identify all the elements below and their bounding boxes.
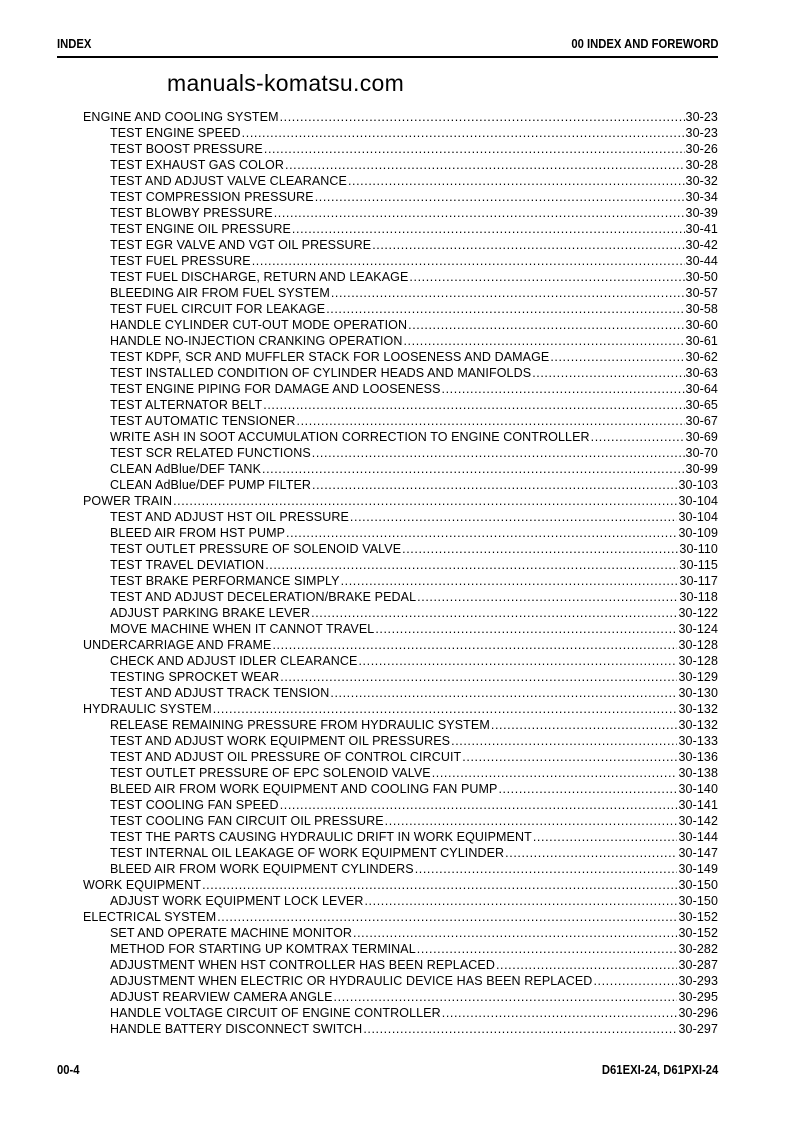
- toc-entry[interactable]: [83, 717, 718, 733]
- toc-entry-title: TEST COOLING FAN CIRCUIT OIL PRESSURE: [110, 814, 384, 828]
- toc-entry[interactable]: [83, 621, 718, 637]
- dot-leader: [311, 605, 677, 621]
- toc-entry-page: 30-150: [678, 878, 718, 892]
- dot-leader: [330, 685, 677, 701]
- toc-entry-title: WORK EQUIPMENT: [83, 878, 202, 892]
- toc-entry-page: 30-296: [678, 1006, 718, 1020]
- dot-leader: [334, 989, 678, 1005]
- toc-entry-title: POWER TRAIN: [83, 494, 173, 508]
- toc-entry-title: TEST FUEL DISCHARGE, RETURN AND LEAKAGE: [110, 270, 409, 284]
- toc-entry-page: 30-70: [685, 446, 718, 460]
- toc-entry-page: 30-124: [678, 622, 718, 636]
- toc-entry-page: 30-297: [678, 1022, 718, 1036]
- toc-entry-title: RELEASE REMAINING PRESSURE FROM HYDRAULIC SYSTEM: [110, 718, 490, 732]
- toc-entry[interactable]: [83, 669, 718, 685]
- toc-entry-page: 30-140: [678, 782, 718, 796]
- toc-entry[interactable]: [83, 733, 718, 749]
- dot-leader: [451, 733, 677, 749]
- toc-section[interactable]: [83, 909, 718, 925]
- toc-entry-page: 30-150: [678, 894, 718, 908]
- toc-entry-page: 30-64: [685, 382, 718, 396]
- toc-entry[interactable]: [83, 157, 718, 173]
- toc-entry[interactable]: [83, 317, 718, 333]
- dot-leader: [274, 205, 685, 221]
- toc-entry-title: TEST AND ADJUST DECELERATION/BRAKE PEDAL: [110, 590, 417, 604]
- toc-entry[interactable]: [83, 685, 718, 701]
- toc-entry-title: TEST AUTOMATIC TENSIONER: [110, 414, 296, 428]
- toc-entry[interactable]: [83, 557, 718, 573]
- toc-entry-title: BLEED AIR FROM WORK EQUIPMENT AND COOLING FAN PUMP: [110, 782, 498, 796]
- toc-entry-title: MOVE MACHINE WHEN IT CANNOT TRAVEL: [110, 622, 375, 636]
- dot-leader: [432, 765, 678, 781]
- toc-entry-title: TEST AND ADJUST HST OIL PRESSURE: [110, 510, 349, 524]
- dot-leader: [363, 1021, 677, 1037]
- dot-leader: [403, 333, 684, 349]
- toc-entry-title: TEST AND ADJUST OIL PRESSURE OF CONTROL CIRCUIT: [110, 750, 462, 764]
- toc-entry-page: 30-62: [685, 350, 718, 364]
- toc-entry-page: 30-293: [678, 974, 718, 988]
- dot-leader: [312, 445, 685, 461]
- toc-entry-page: 30-128: [678, 654, 718, 668]
- dot-leader: [533, 829, 678, 845]
- toc-entry-page: 30-129: [678, 670, 718, 684]
- toc-section[interactable]: [83, 493, 718, 509]
- toc-entry-title: TESTING SPROCKET WEAR: [110, 670, 280, 684]
- toc-entry-title: TEST ENGINE SPEED: [110, 126, 241, 140]
- toc-entry-page: 30-23: [685, 110, 718, 124]
- dot-leader: [242, 125, 685, 141]
- toc-entry-title: TEST COMPRESSION PRESSURE: [110, 190, 314, 204]
- dot-leader: [491, 717, 678, 733]
- toc-entry[interactable]: [83, 781, 718, 797]
- toc-entry[interactable]: [83, 573, 718, 589]
- toc-entry-title: TEST INTERNAL OIL LEAKAGE OF WORK EQUIPMENT CYLINDER: [110, 846, 505, 860]
- toc-entry[interactable]: [83, 365, 718, 381]
- dot-leader: [262, 461, 685, 477]
- dot-leader: [252, 253, 685, 269]
- dot-leader: [272, 637, 677, 653]
- dot-leader: [353, 925, 677, 941]
- toc-entry-title: TEST ENGINE OIL PRESSURE: [110, 222, 291, 236]
- toc-entry-page: 30-103: [678, 478, 718, 492]
- toc-entry[interactable]: [83, 589, 718, 605]
- toc-entry-title: TEST EXHAUST GAS COLOR: [110, 158, 285, 172]
- toc-entry-title: ADJUST PARKING BRAKE LEVER: [110, 606, 311, 620]
- dot-leader: [286, 525, 677, 541]
- toc-entry-title: HANDLE CYLINDER CUT-OUT MODE OPERATION: [110, 318, 408, 332]
- toc-entry-title: TEST INSTALLED CONDITION OF CYLINDER HEADS AND MANIFOLDS: [110, 366, 532, 380]
- dot-leader: [264, 141, 685, 157]
- toc-entry[interactable]: [83, 221, 718, 237]
- toc-entry-page: 30-23: [685, 126, 718, 140]
- dot-leader: [532, 365, 684, 381]
- toc-entry-title: TEST AND ADJUST WORK EQUIPMENT OIL PRESSURES: [110, 734, 451, 748]
- toc-entry-page: 30-128: [678, 638, 718, 652]
- toc-section[interactable]: [83, 701, 718, 717]
- toc-entry-page: 30-69: [685, 430, 718, 444]
- dot-leader: [415, 861, 678, 877]
- dot-leader: [496, 957, 678, 973]
- toc-entry-page: 30-58: [685, 302, 718, 316]
- toc-entry-title: TEST BOOST PRESSURE: [110, 142, 263, 156]
- toc-entry[interactable]: [83, 477, 718, 493]
- toc-entry-title: TEST OUTLET PRESSURE OF SOLENOID VALVE: [110, 542, 402, 556]
- toc-entry[interactable]: [83, 237, 718, 253]
- toc-entry[interactable]: [83, 445, 718, 461]
- toc-entry-page: 30-110: [679, 542, 718, 556]
- model-number: D61EXI-24, D61PXI-24: [601, 1063, 718, 1077]
- dot-leader: [265, 557, 678, 573]
- toc-entry-title: TEST THE PARTS CAUSING HYDRAULIC DRIFT IN WORK EQUIPMENT: [110, 830, 532, 844]
- toc-entry-title: CLEAN AdBlue/DEF PUMP FILTER: [110, 478, 312, 492]
- toc-entry-title: UNDERCARRIAGE AND FRAME: [83, 638, 272, 652]
- toc-entry[interactable]: [83, 125, 718, 141]
- toc-entry-page: 30-122: [678, 606, 718, 620]
- toc-entry-page: 30-132: [678, 702, 718, 716]
- toc-entry-title: BLEEDING AIR FROM FUEL SYSTEM: [110, 286, 330, 300]
- toc-entry-page: 30-99: [685, 462, 718, 476]
- toc-entry-title: BLEED AIR FROM HST PUMP: [110, 526, 286, 540]
- toc-entry[interactable]: [83, 413, 718, 429]
- toc-entry[interactable]: [83, 653, 718, 669]
- toc-entry[interactable]: [83, 1021, 718, 1037]
- toc-entry-title: TEST FUEL CIRCUIT FOR LEAKAGE: [110, 302, 326, 316]
- toc-entry[interactable]: [83, 525, 718, 541]
- toc-entry[interactable]: [83, 941, 718, 957]
- toc-entry-title: TEST EGR VALVE AND VGT OIL PRESSURE: [110, 238, 372, 252]
- toc-entry-title: WRITE ASH IN SOOT ACCUMULATION CORRECTION TO ENGINE CONTROLLER: [110, 430, 590, 444]
- toc-entry[interactable]: [83, 957, 718, 973]
- toc-entry-title: TEST BLOWBY PRESSURE: [110, 206, 273, 220]
- toc-entry-page: 30-104: [678, 510, 718, 524]
- dot-leader: [409, 269, 684, 285]
- toc-section[interactable]: [83, 109, 718, 125]
- dot-leader: [280, 109, 685, 125]
- toc-entry[interactable]: [83, 509, 718, 525]
- toc-entry[interactable]: [83, 253, 718, 269]
- toc-entry-page: 30-44: [685, 254, 718, 268]
- dot-leader: [408, 317, 684, 333]
- toc-entry-page: 30-115: [679, 558, 718, 572]
- toc-entry[interactable]: [83, 301, 718, 317]
- toc-entry-page: 30-132: [678, 718, 718, 732]
- toc-entry[interactable]: [83, 893, 718, 909]
- toc-entry-title: TEST ENGINE PIPING FOR DAMAGE AND LOOSENESS: [110, 382, 441, 396]
- toc-entry-title: METHOD FOR STARTING UP KOMTRAX TERMINAL: [110, 942, 416, 956]
- toc-entry-page: 30-63: [685, 366, 718, 380]
- table-of-contents: [83, 109, 718, 1037]
- toc-entry-page: 30-152: [678, 926, 718, 940]
- toc-entry[interactable]: [83, 925, 718, 941]
- dot-leader: [402, 541, 678, 557]
- toc-entry-title: TEST AND ADJUST TRACK TENSION: [110, 686, 330, 700]
- toc-entry[interactable]: [83, 189, 718, 205]
- dot-leader: [285, 157, 685, 173]
- header-rule: [57, 56, 718, 58]
- toc-entry-title: TEST SCR RELATED FUNCTIONS: [110, 446, 311, 460]
- toc-entry-page: 30-34: [685, 190, 718, 204]
- toc-section[interactable]: [83, 877, 718, 893]
- dot-leader: [372, 237, 684, 253]
- toc-entry-page: 30-41: [685, 222, 718, 236]
- toc-entry[interactable]: [83, 141, 718, 157]
- toc-entry[interactable]: [83, 285, 718, 301]
- toc-entry-page: 30-60: [685, 318, 718, 332]
- toc-entry-title: ADJUST REARVIEW CAMERA ANGLE: [110, 990, 333, 1004]
- dot-leader: [375, 621, 677, 637]
- toc-entry-title: ENGINE AND COOLING SYSTEM: [83, 110, 279, 124]
- toc-entry[interactable]: [83, 173, 718, 189]
- toc-entry-page: 30-61: [685, 334, 718, 348]
- toc-entry[interactable]: [83, 269, 718, 285]
- toc-entry[interactable]: [83, 349, 718, 365]
- toc-entry-title: TEST AND ADJUST VALVE CLEARANCE: [110, 174, 347, 188]
- toc-entry[interactable]: [83, 381, 718, 397]
- toc-entry[interactable]: [83, 1005, 718, 1021]
- toc-entry-title: TEST COOLING FAN SPEED: [110, 798, 279, 812]
- toc-entry[interactable]: [83, 813, 718, 829]
- dot-leader: [442, 381, 685, 397]
- toc-entry-page: 30-144: [678, 830, 718, 844]
- toc-entry-title: BLEED AIR FROM WORK EQUIPMENT CYLINDERS: [110, 862, 414, 876]
- toc-entry-page: 30-57: [685, 286, 718, 300]
- toc-entry[interactable]: [83, 605, 718, 621]
- dot-leader: [350, 509, 678, 525]
- toc-entry-page: 30-295: [678, 990, 718, 1004]
- dot-leader: [280, 797, 678, 813]
- toc-entry[interactable]: [83, 845, 718, 861]
- toc-entry-page: 30-117: [679, 574, 718, 588]
- dot-leader: [550, 349, 684, 365]
- toc-entry-title: SET AND OPERATE MACHINE MONITOR: [110, 926, 353, 940]
- toc-entry-title: TEST TRAVEL DEVIATION: [110, 558, 265, 572]
- toc-entry-page: 30-104: [678, 494, 718, 508]
- toc-entry-title: TEST ALTERNATOR BELT: [110, 398, 263, 412]
- dot-leader: [331, 285, 685, 301]
- toc-entry-page: 30-152: [678, 910, 718, 924]
- toc-entry-page: 30-67: [685, 414, 718, 428]
- toc-entry-page: 30-282: [678, 942, 718, 956]
- toc-entry-title: CHECK AND ADJUST IDLER CLEARANCE: [110, 654, 358, 668]
- toc-entry[interactable]: [83, 205, 718, 221]
- toc-entry-title: HYDRAULIC SYSTEM: [83, 702, 212, 716]
- toc-entry[interactable]: [83, 989, 718, 1005]
- dot-leader: [315, 189, 685, 205]
- dot-leader: [417, 589, 678, 605]
- toc-entry-page: 30-28: [685, 158, 718, 172]
- dot-leader: [442, 1005, 678, 1021]
- dot-leader: [213, 701, 678, 717]
- toc-entry-page: 30-109: [678, 526, 718, 540]
- toc-entry-page: 30-136: [678, 750, 718, 764]
- dot-leader: [341, 573, 679, 589]
- toc-entry-title: ADJUSTMENT WHEN HST CONTROLLER HAS BEEN REPLACED: [110, 958, 495, 972]
- dot-leader: [217, 909, 677, 925]
- dot-leader: [462, 749, 677, 765]
- toc-entry-page: 30-287: [678, 958, 718, 972]
- dot-leader: [263, 397, 684, 413]
- toc-entry[interactable]: [83, 765, 718, 781]
- dot-leader: [505, 845, 677, 861]
- dot-leader: [591, 429, 685, 445]
- toc-entry[interactable]: [83, 541, 718, 557]
- toc-entry-page: 30-130: [678, 686, 718, 700]
- toc-entry-title: HANDLE BATTERY DISCONNECT SWITCH: [110, 1022, 363, 1036]
- dot-leader: [417, 941, 678, 957]
- dot-leader: [364, 893, 677, 909]
- toc-entry-page: 30-142: [678, 814, 718, 828]
- dot-leader: [173, 493, 677, 509]
- toc-entry-title: TEST BRAKE PERFORMANCE SIMPLY: [110, 574, 340, 588]
- toc-entry-page: 30-32: [685, 174, 718, 188]
- toc-entry-title: ADJUST WORK EQUIPMENT LOCK LEVER: [110, 894, 364, 908]
- toc-entry[interactable]: [83, 749, 718, 765]
- toc-entry[interactable]: [83, 797, 718, 813]
- toc-entry-title: ELECTRICAL SYSTEM: [83, 910, 217, 924]
- toc-entry-page: 30-26: [685, 142, 718, 156]
- dot-leader: [297, 413, 685, 429]
- watermark: manuals-komatsu.com: [167, 70, 405, 96]
- toc-entry-title: TEST OUTLET PRESSURE OF EPC SOLENOID VALVE: [110, 766, 431, 780]
- toc-entry-title: HANDLE NO-INJECTION CRANKING OPERATION: [110, 334, 403, 348]
- toc-entry-title: TEST FUEL PRESSURE: [110, 254, 251, 268]
- dot-leader: [280, 669, 677, 685]
- toc-entry[interactable]: [83, 429, 718, 445]
- dot-leader: [326, 301, 684, 317]
- toc-entry[interactable]: [83, 973, 718, 989]
- toc-entry-page: 30-39: [685, 206, 718, 220]
- dot-leader: [292, 221, 685, 237]
- toc-entry[interactable]: [83, 333, 718, 349]
- toc-entry-title: HANDLE VOLTAGE CIRCUIT OF ENGINE CONTROLLER: [110, 1006, 441, 1020]
- header-chapter-title: 00 INDEX AND FOREWORD: [570, 37, 718, 51]
- toc-entry-page: 30-147: [678, 846, 718, 860]
- toc-entry[interactable]: [83, 861, 718, 877]
- toc-entry-title: CLEAN AdBlue/DEF TANK: [110, 462, 262, 476]
- toc-entry-page: 30-138: [678, 766, 718, 780]
- toc-entry-title: TEST KDPF, SCR AND MUFFLER STACK FOR LOOSENESS AND DAMAGE: [110, 350, 550, 364]
- toc-entry-title: ADJUSTMENT WHEN ELECTRIC OR HYDRAULIC DEVICE HAS BEEN REPLACED: [110, 974, 593, 988]
- toc-entry[interactable]: [83, 397, 718, 413]
- toc-entry[interactable]: [83, 829, 718, 845]
- dot-leader: [358, 653, 677, 669]
- toc-entry[interactable]: [83, 461, 718, 477]
- dot-leader: [593, 973, 677, 989]
- toc-entry-page: 30-42: [685, 238, 718, 252]
- dot-leader: [348, 173, 685, 189]
- dot-leader: [312, 477, 677, 493]
- dot-leader: [202, 877, 677, 893]
- toc-section[interactable]: [83, 637, 718, 653]
- header-section-title: INDEX: [57, 37, 92, 51]
- toc-entry-page: 30-118: [679, 590, 718, 604]
- toc-entry-page: 30-149: [678, 862, 718, 876]
- toc-entry-page: 30-65: [685, 398, 718, 412]
- toc-entry-page: 30-141: [678, 798, 718, 812]
- dot-leader: [385, 813, 678, 829]
- dot-leader: [498, 781, 677, 797]
- page-number: 00-4: [57, 1063, 80, 1077]
- toc-entry-page: 30-50: [685, 270, 718, 284]
- toc-entry-page: 30-133: [678, 734, 718, 748]
